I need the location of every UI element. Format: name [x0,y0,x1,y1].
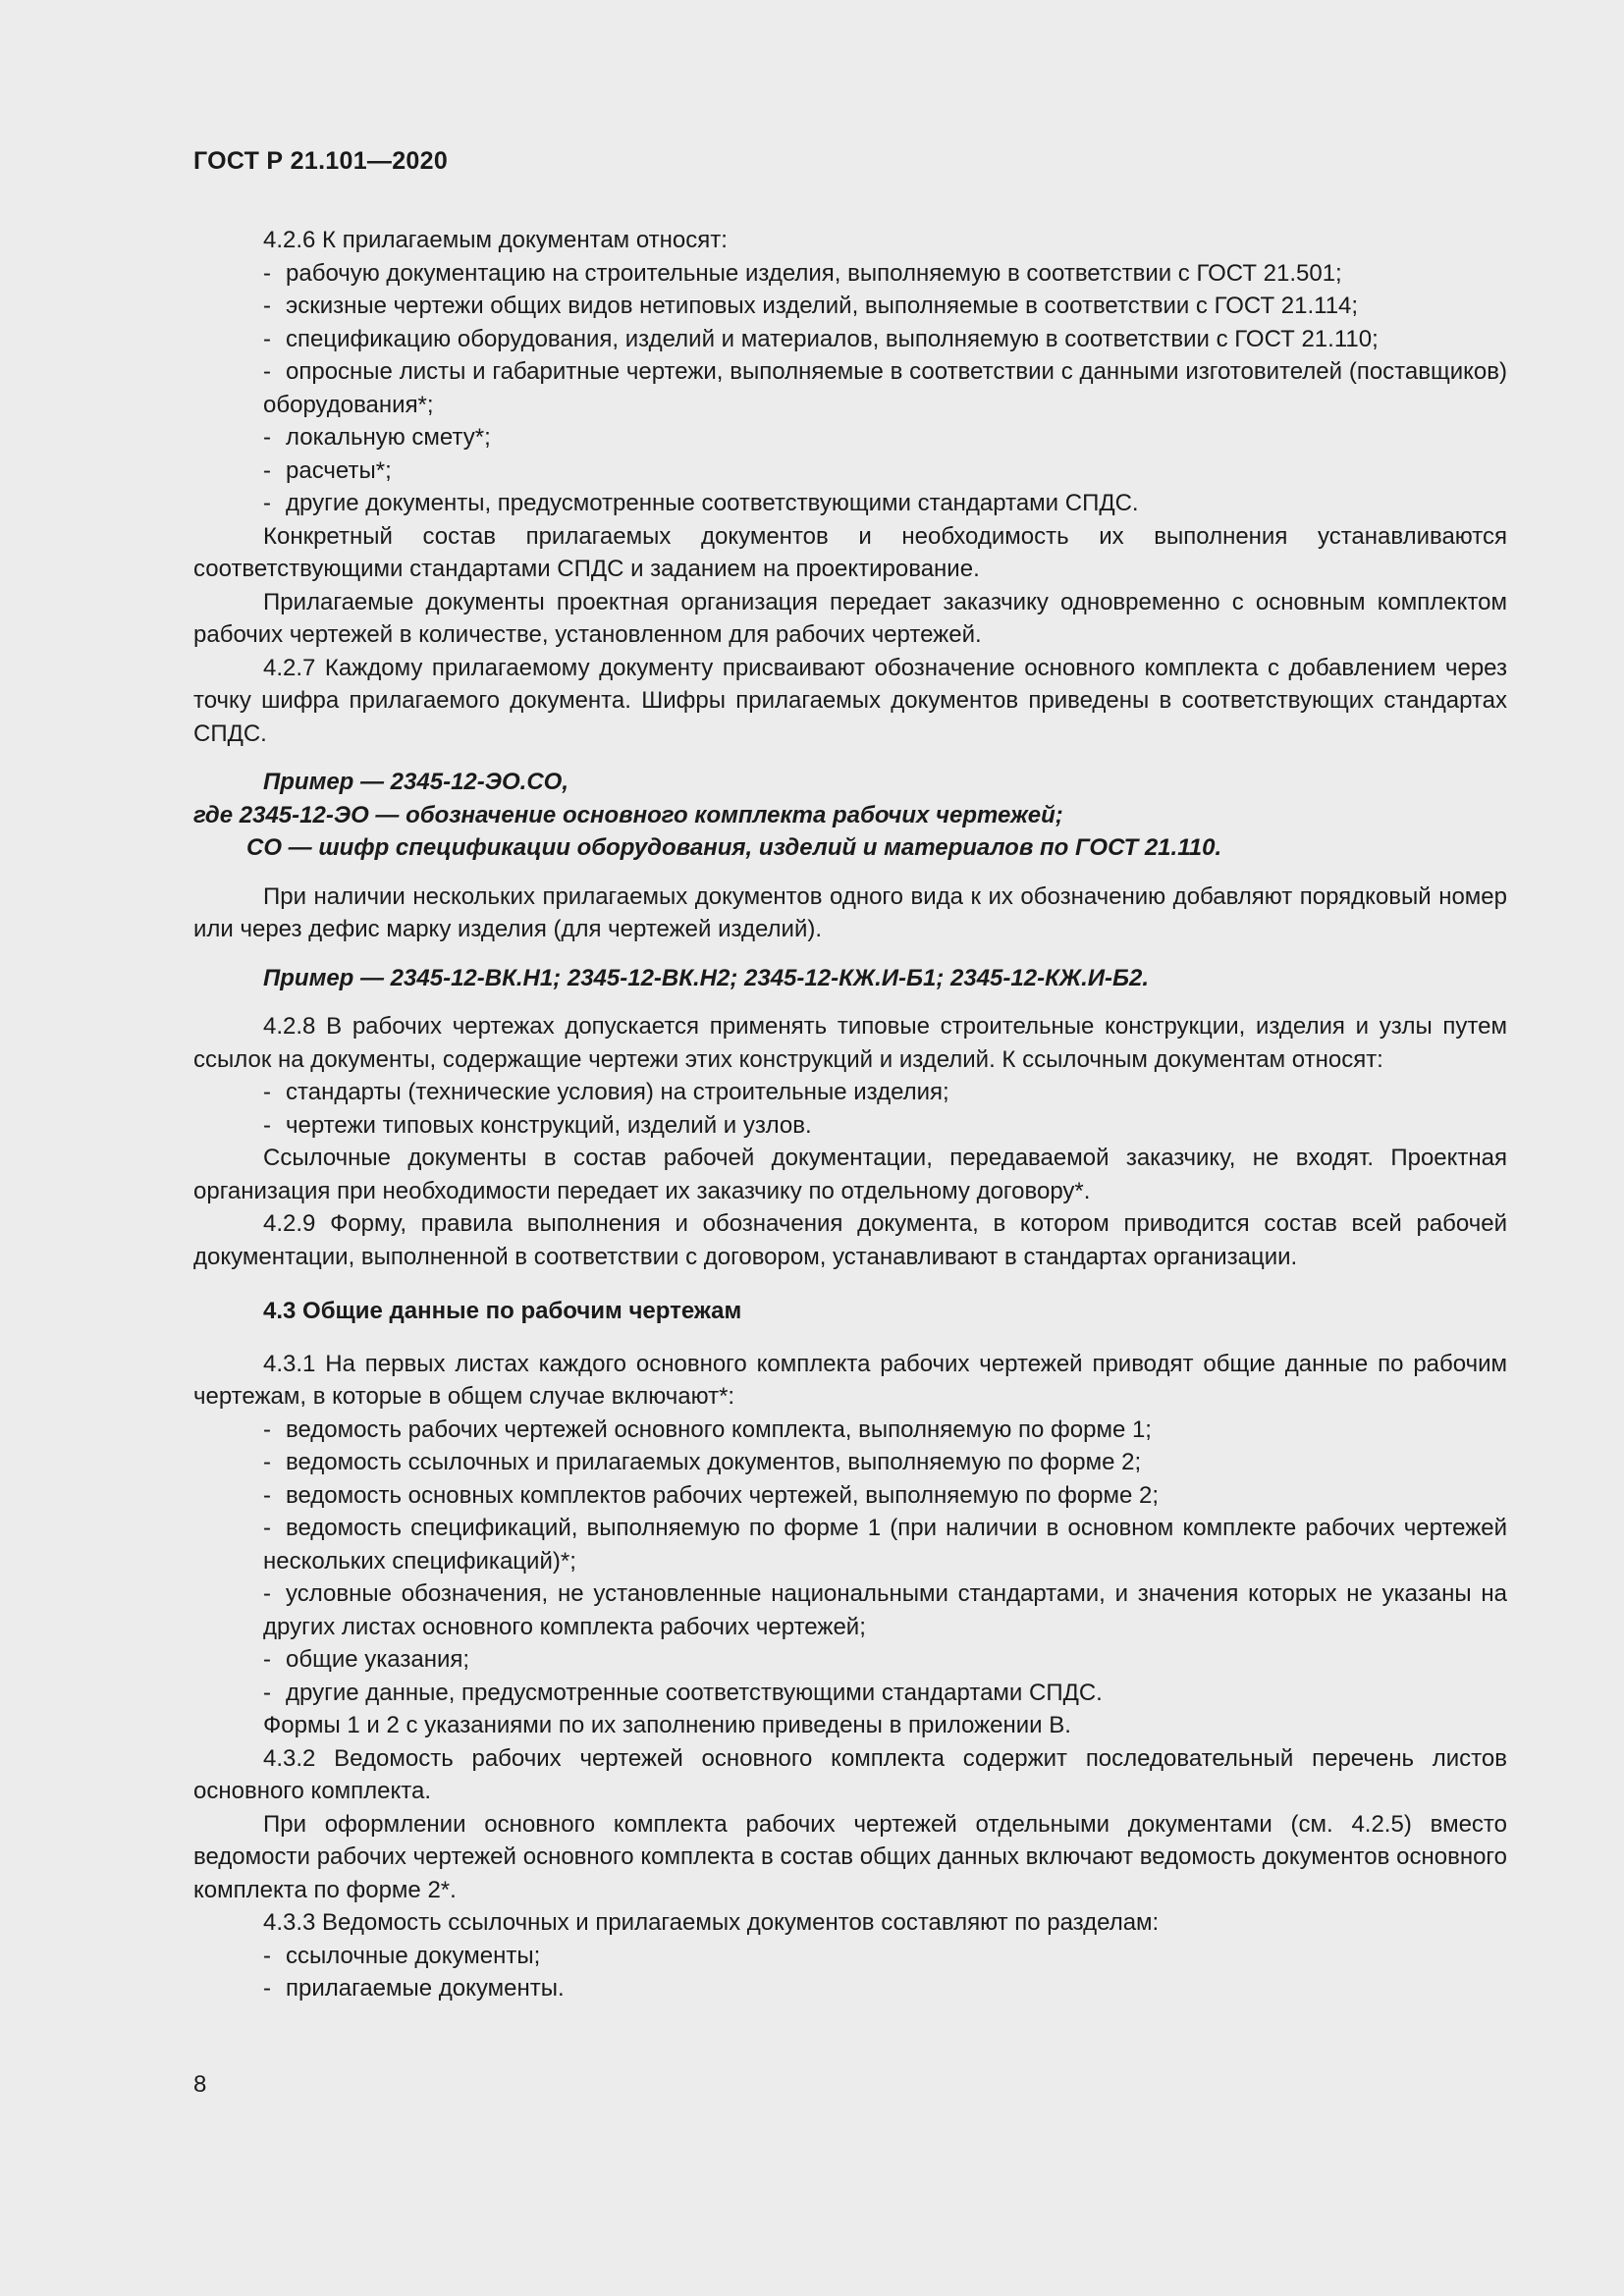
list-item-text: условные обозначения, не установленные национальными стандартами, и значения которых не указаны на других листах основного комплекта рабочих чертежей; [263,1580,1507,1640]
list-item [193,421,1507,454]
paragraph: 4.2.6 К прилагаемым документам относят: [263,227,728,253]
paragraph: При наличии нескольких прилагаемых документов одного вида к их обозначению добавляют порядковый номер или через дефис марку изделия (для чертежей изделий). [193,882,1507,942]
list-item-text: ведомость спецификаций, выполняемую по форме 1 (при наличии в основном комплекте рабочих чертежей нескольких спецификаций)*; [263,1515,1507,1575]
list-item [193,1479,1507,1513]
list-item [193,1972,1507,2005]
list-item [193,454,1507,488]
example-line: СО — шифр спецификации оборудования, изделий и материалов по ГОСТ 21.110. [246,834,1222,861]
list-dash: - [263,456,271,484]
list-item-text: расчеты*; [286,456,392,484]
list-dash: - [263,490,271,516]
list-item-text: ведомость основных комплектов рабочих чертежей, выполняемую по форме 2; [286,1481,1160,1509]
document-header: ГОСТ Р 21.101—2020 [193,147,449,175]
paragraph: 4.3.2 Ведомость рабочих чертежей основного комплекта содержит последовательный перечень листов основного комплекта. [193,1744,1507,1804]
list-item-text: другие данные, предусмотренные соответствующими стандартами СПДС. [286,1679,1103,1706]
list-item [193,1109,1507,1143]
list-item [193,1414,1507,1447]
list-item [193,1577,1507,1643]
page-number: 8 [193,2071,207,2098]
list-dash: - [263,325,271,352]
list-dash: - [263,1449,271,1475]
list-item-text: прилагаемые документы. [286,1975,565,2002]
list-dash: - [263,424,271,451]
list-item-text: чертежи типовых конструкций, изделий и узлов. [286,1111,812,1139]
list-item-text: другие документы, предусмотренные соответствующими стандартами СПДС. [286,490,1139,516]
paragraph: 4.3.1 На первых листах каждого основного комплекта рабочих чертежей приводят общие данные по рабочим чертежам, в которые в общем случае включают*: [193,1350,1507,1410]
list-item [193,290,1507,323]
list-item [193,487,1507,520]
list-dash: - [263,1481,271,1509]
list-item [193,1643,1507,1677]
document-body [193,224,1507,2005]
list-item-text: опросные листы и габаритные чертежи, выполняемые в соответствии с данными изготовителей (поставщиков) оборудования*; [263,358,1507,418]
list-dash: - [263,1646,271,1673]
list-item-text: ссылочные документы; [286,1942,541,1969]
list-item [193,1076,1507,1109]
list-item [193,323,1507,356]
list-item-text: спецификацию оборудования, изделий и материалов, выполняемую в соответствии с ГОСТ 21.110; [286,325,1379,352]
list-item-text: рабочую документацию на строительные изделия, выполняемую в соответствии с ГОСТ 21.501; [286,259,1342,287]
list-item-text: локальную смету*; [286,424,491,451]
paragraph: При оформлении основного комплекта рабочих чертежей отдельными документами (см. 4.2.5) вместо ведомости рабочих чертежей основного комплекта в состав общих данных включают ведомость документов основного комплекта по форме 2*. [193,1810,1507,1903]
list-dash: - [263,1515,271,1541]
paragraph: 4.2.8 В рабочих чертежах допускается применять типовые строительные конструкции, изделия и узлы путем ссылок на документы, содержащие чертежи этих конструкций и изделий. К ссылочным документам относят: [193,1013,1507,1073]
example-line: Пример — 2345-12-ВК.Н1; 2345-12-ВК.Н2; 2345-12-КЖ.И-Б1; 2345-12-КЖ.И-Б2. [263,964,1150,991]
list-item [193,257,1507,291]
list-dash: - [263,1942,271,1969]
list-dash: - [263,1415,271,1443]
list-dash: - [263,293,271,319]
list-dash: - [263,1580,271,1607]
list-dash: - [263,1079,271,1105]
list-item [193,1446,1507,1479]
paragraph: 4.3.3 Ведомость ссылочных и прилагаемых документов составляют по разделам: [263,1909,1160,1936]
list-dash: - [263,259,271,287]
list-item [193,1940,1507,1973]
list-dash: - [263,1679,271,1706]
paragraph: Формы 1 и 2 с указаниями по их заполнению приведены в приложении В. [263,1712,1071,1738]
example-line: где 2345-12-ЭО — обозначение основного комплекта рабочих чертежей; [193,801,1063,828]
list-item-text: общие указания; [286,1646,470,1673]
list-item [193,1512,1507,1577]
example-line: Пример — 2345-12-ЭО.СО, [263,769,569,795]
section-heading: 4.3 Общие данные по рабочим чертежам [263,1298,742,1324]
list-item-text: ведомость ссылочных и прилагаемых документов, выполняемую по форме 2; [286,1449,1142,1475]
list-dash: - [263,1111,271,1139]
list-item-text: стандарты (технические условия) на строительные изделия; [286,1079,949,1105]
paragraph: 4.2.7 Каждому прилагаемому документу присваивают обозначение основного комплекта с добавлением через точку шифра прилагаемого документа. Шифры прилагаемых документов приведены в соответствующих стандартах СПДС. [193,654,1507,747]
paragraph: Прилагаемые документы проектная организация передает заказчику одновременно с основным комплектом рабочих чертежей в количестве, установленном для рабочих чертежей. [193,588,1507,648]
list-dash: - [263,358,271,385]
list-item [193,355,1507,421]
list-item [193,1677,1507,1710]
list-item-text: эскизные чертежи общих видов нетиповых изделий, выполняемые в соответствии с ГОСТ 21.114; [286,293,1359,319]
paragraph: Конкретный состав прилагаемых документов и необходимость их выполнения устанавливаются соответствующими стандартами СПДС и заданием на проектирование. [193,522,1507,582]
list-item-text: ведомость рабочих чертежей основного комплекта, выполняемую по форме 1; [286,1415,1152,1443]
list-dash: - [263,1975,271,2002]
paragraph: Ссылочные документы в состав рабочей документации, передаваемой заказчику, не входят. Проектная организация при необходимости передает их заказчику по отдельному договору*. [193,1145,1507,1204]
paragraph: 4.2.9 Форму, правила выполнения и обозначения документа, в котором приводится состав всей рабочей документации, выполненной в соответствии с договором, устанавливают в стандартах организации. [193,1210,1507,1270]
